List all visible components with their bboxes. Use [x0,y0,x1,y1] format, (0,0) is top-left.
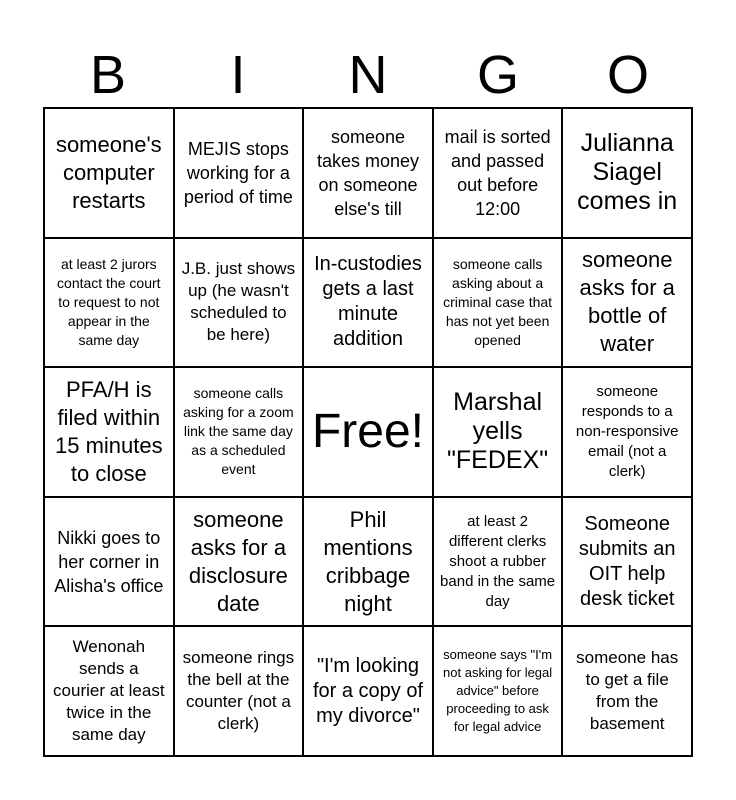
bingo-grid [43,107,693,757]
cell-text: at least 2 jurors contact the court to request to not appear in the same day [57,255,161,348]
bingo-cell[interactable] [562,497,692,627]
bingo-cell[interactable] [174,108,304,238]
cell-text: someone asks for a disclosure date [188,506,288,616]
cell-text: someone takes money on someone else's till [316,126,420,219]
cell-text: PFA/H is filed within 15 minutes to close [54,376,163,486]
cell-text: In-custodies gets a last minute addition [314,253,422,351]
cell-text: someone calls asking for a zoom link the same day as a scheduled event [183,385,294,478]
bingo-cell[interactable] [433,367,563,497]
bingo-cell[interactable] [44,367,174,497]
bingo-cell[interactable] [433,626,563,756]
bingo-cell[interactable] [174,497,304,627]
bingo-cell[interactable] [44,497,174,627]
bingo-cell[interactable] [433,238,563,368]
bingo-cell[interactable] [44,626,174,756]
bingo-cell[interactable] [303,108,433,238]
bingo-cell[interactable] [44,238,174,368]
bingo-cell[interactable] [433,497,563,627]
header-letter-b: B [89,45,127,105]
bingo-cell[interactable] [303,238,433,368]
cell-text: MEJIS stops working for a period of time [183,138,293,207]
cell-text: someone rings the bell at the counter (not a clerk) [182,648,295,734]
bingo-cell[interactable] [174,367,304,497]
cell-text: Phil mentions cribbage night [323,506,413,616]
cell-text: someone asks for a bottle of water [579,247,675,357]
cell-text: someone says "I'm not asking for legal advice" before proceeding to ask for legal advice [443,647,553,735]
bingo-cell[interactable] [433,108,563,238]
cell-text: someone responds to a non-responsive email (not a clerk) [575,382,679,480]
bingo-cell[interactable] [303,497,433,627]
bingo-cell[interactable] [44,108,174,238]
bingo-cell[interactable] [562,367,692,497]
bingo-cell[interactable] [562,108,692,238]
header-letter-i: I [230,45,246,105]
bingo-header [43,44,693,106]
cell-text: Someone submits an OIT help desk ticket [578,512,676,610]
header-letter-g: G [476,45,519,105]
header-letter-n: N [348,45,388,105]
bingo-cell[interactable] [174,626,304,756]
cell-text: mail is sorted and passed out before 12:00 [444,126,551,219]
cell-text: Julianna Siagel comes in [577,129,678,216]
cell-text: someone calls asking about a criminal case that has not yet been opened [443,255,553,348]
cell-text: Nikki goes to her corner in Alisha's office [54,527,164,596]
bingo-cell[interactable] [562,238,692,368]
cell-text: someone's computer restarts [55,131,162,213]
cell-text: Wenonah sends a courier at least twice in the same day [53,637,165,745]
cell-text: Marshal yells "FEDEX" [447,388,549,475]
free-space-text: Free! [311,404,424,458]
cell-text: "I'm looking for a copy of my divorce" [312,654,424,727]
bingo-cell[interactable] [174,238,304,368]
free-space-cell[interactable] [303,367,433,497]
bingo-cell[interactable] [562,626,692,756]
header-letter-o: O [606,45,649,105]
cell-text: J.B. just shows up (he wasn't scheduled to be here) [181,259,296,345]
bingo-cell[interactable] [303,626,433,756]
cell-text: at least 2 different clerks shoot a rubber band in the same day [440,512,556,610]
cell-text: someone has to get a file from the basement [576,648,679,734]
